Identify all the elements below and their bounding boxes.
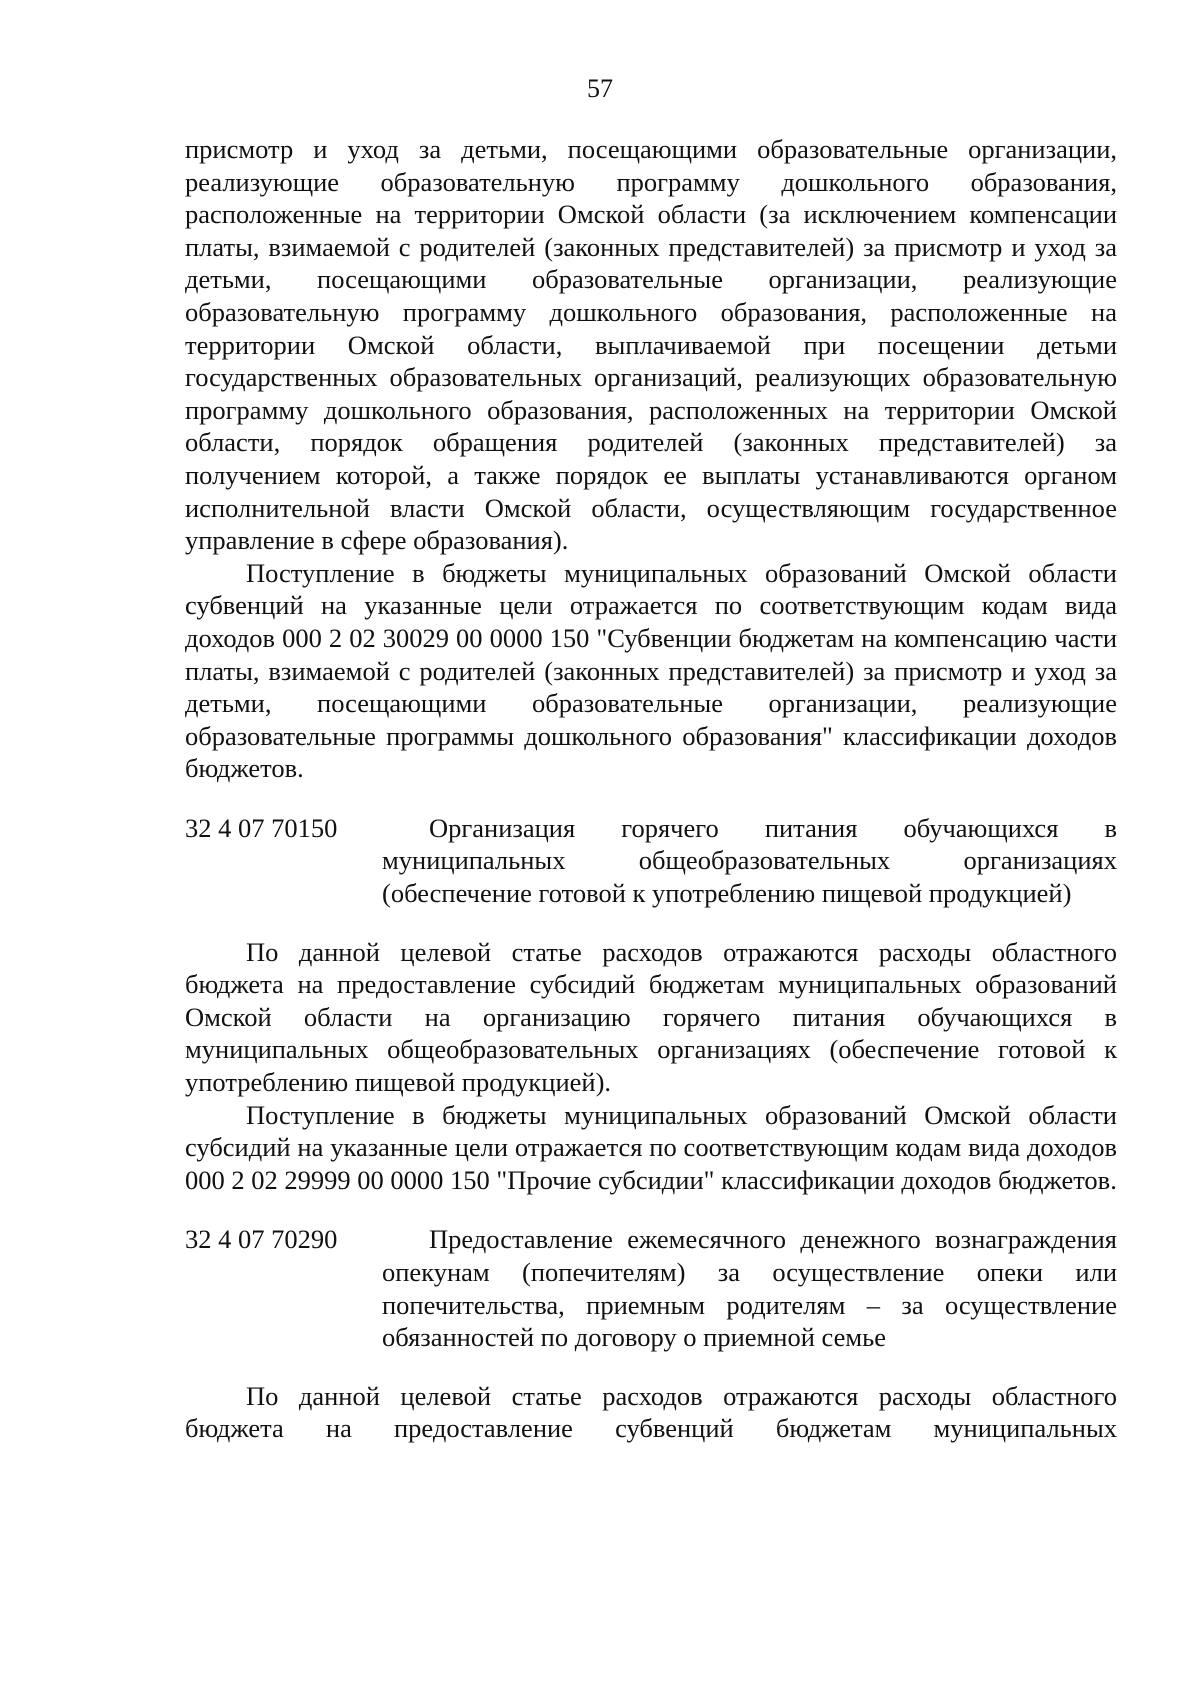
page-number: 57 xyxy=(587,74,613,103)
document-body xyxy=(185,133,1117,1445)
expense-code: 32 4 07 70150 xyxy=(185,812,338,843)
paragraph-revenue-subsidies: Поступление в бюджеты муниципальных образований Омской области субсидий на указанные цели отражается по соответствующим кодам вида доходов 000 2 02 29999 00 0000 150 "Прочие субсидии" классификации доходов бюджетов. xyxy=(185,1099,1117,1195)
paragraph-expense-description: По данной целевой статье расходов отражаются расходы областного бюджета на предоставление субвенций бюджетам муниципальных xyxy=(185,1380,1117,1444)
expense-code: 32 4 07 70290 xyxy=(185,1224,338,1255)
expense-entry-70150 xyxy=(185,812,1117,910)
paragraph-expense-description: По данной целевой статье расходов отражаются расходы областного бюджета на предоставление субсидий бюджетам муниципальных образований Омской области на организацию горячего питания обучающихся в муниципальных общеобразовательных организациях (обеспечение готовой к употреблению пищевой продукцией). xyxy=(185,936,1117,1098)
expense-title: Организация горячего питания обучающихся в муниципальных общеобразовательных организациях (обеспечение готовой к употреблению пищевой продукцией) xyxy=(382,812,1117,909)
expense-title: Предоставление ежемесячного денежного вознаграждения опекунам (попечителям) за осуществление опеки или попечительства, приемным родителям – за осуществление обязанностей по договору о приемной семье xyxy=(382,1224,1117,1353)
expense-entry-70290 xyxy=(185,1223,1117,1353)
paragraph-continuation: присмотр и уход за детьми, посещающими образовательные организации, реализующие образовательную программу дошкольного образования, расположенные на территории Омской области (за исключением компенсации платы, взимаемой с родителей (законных представителей) за присмотр и уход за детьми, посещающими образовательные организации, реализующие образовательную программу дошкольного образования, расположенные на территории Омской области, выплачиваемой при посещении детьми государственных образовательных организаций, реализующих образовательную программу дошкольного образования, расположенных на территории Омской области, порядок обращения родителей (законных представителей) за получением которой, а также порядок ее выплаты устанавливаются органом исполнительной власти Омской области, осуществляющим государственное управление в сфере образования). xyxy=(185,134,1117,556)
paragraph-revenue-subventions: Поступление в бюджеты муниципальных образований Омской области субвенций на указанные цели отражается по соответствующим кодам вида доходов 000 2 02 30029 00 0000 150 "Субвенции бюджетам на компенсацию части платы, взимаемой с родителей (законных представителей) за присмотр и уход за детьми, посещающими образовательные организации, реализующие образовательные программы дошкольного образования" классификации доходов бюджетов. xyxy=(185,557,1117,784)
